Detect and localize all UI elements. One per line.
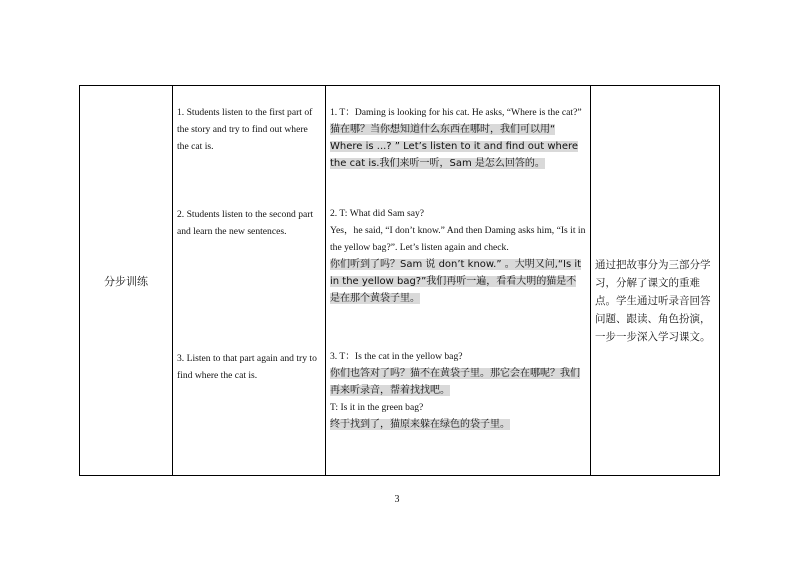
design-intent-cell (591, 86, 720, 476)
design-note: 通过把故事分为三部分学习，分解了课文的重难点。学生通过听录音回答问题、跟读、角色扮演，一步一步深入学习课文。 (595, 259, 711, 343)
lesson-plan-table (79, 85, 720, 476)
teacher-step-3-en2: T: Is it in the green bag? (330, 402, 424, 413)
teacher-step-1-zh: 猫在哪？当你想知道什么东西在哪时，我们可以用“ Where is ...? ” Let’s listen to it and find out where the cat is.我们来听一听，Sam 是怎么回答的。 (330, 124, 579, 169)
teacher-step-3-zh2: 终于找到了，猫原来躲在绿色的袋子里。 (330, 419, 510, 430)
page-number: 3 (394, 494, 400, 505)
stage-cell (80, 86, 173, 476)
teacher-step-1-en: 1. T：Daming is looking for his cat. He asks, “Where is the cat?” (330, 107, 582, 118)
teacher-step-2-en: 2. T: What did Sam say? Yes，he said, “I don’t know.” And then Daming asks him, “Is it in the yellow bag?”. Let’s listen again and check. (330, 208, 586, 253)
teacher-step-2 (330, 205, 586, 307)
teacher-step-2-zh: 你们听到了吗？Sam 说 don’t know.” 。大明又问,“Is it in the yellow bag?”我们再听一遍，看看大明的猫是不是在那个黄袋子里。 (330, 259, 582, 304)
student-step-1: 1. Students listen to the first part of the story and try to find out where the cat is. (177, 107, 313, 152)
teacher-activity-cell (326, 86, 591, 476)
teacher-step-1 (330, 104, 586, 172)
student-step-3: 3. Listen to that part again and try to find where the cat is. (177, 353, 317, 381)
teacher-step-3-en: 3. T：Is the cat in the yellow bag? (330, 351, 463, 362)
stage-label: 分步训练 (104, 274, 148, 288)
table-row (80, 86, 720, 476)
student-step-2: 2. Students listen to the second part and learn the new sentences. (177, 209, 314, 237)
student-activity-cell (173, 86, 326, 476)
teacher-step-3 (330, 348, 586, 433)
teacher-step-3-zh: 你们也答对了吗？猫不在黄袋子里。那它会在哪呢？我们再来听录音，帮着找找吧。 (330, 368, 580, 396)
